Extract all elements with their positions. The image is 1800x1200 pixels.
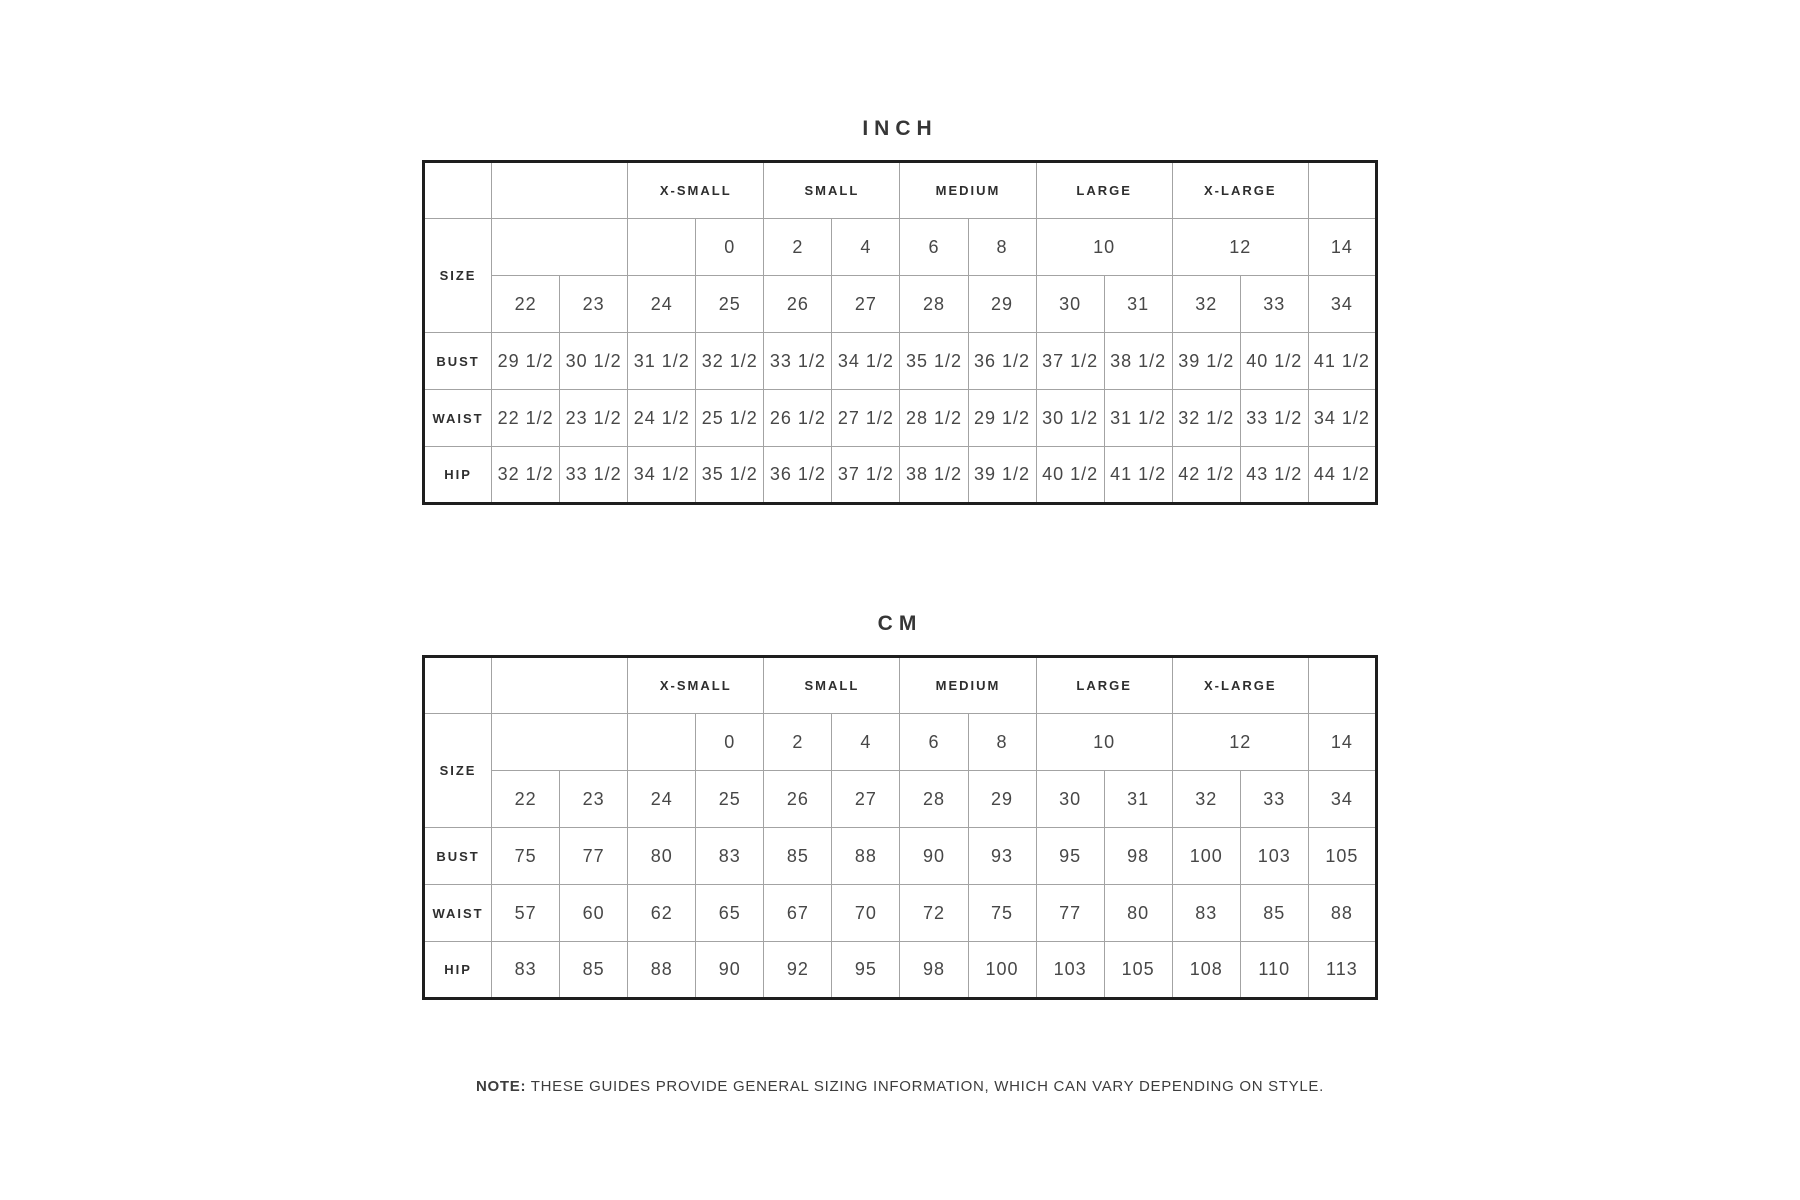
bust-cell: 85 [764, 828, 832, 885]
waist-cell: 77 [1036, 885, 1104, 942]
bust-cell: 95 [1036, 828, 1104, 885]
group-header-small: SMALL [764, 657, 900, 714]
us-size-cell: 0 [696, 219, 764, 276]
intl-size-cell: 22 [492, 771, 560, 828]
intl-size-cell: 30 [1036, 276, 1104, 333]
us-size-cell: 4 [832, 219, 900, 276]
waist-cell: 26 1/2 [764, 390, 832, 447]
blank-group-cell [1308, 162, 1376, 219]
bust-cell: 32 1/2 [696, 333, 764, 390]
size-row-label: SIZE [424, 219, 492, 333]
size-row-label: SIZE [424, 714, 492, 828]
hip-row [424, 447, 1377, 504]
bust-cell: 90 [900, 828, 968, 885]
group-header-xsmall: X-SMALL [628, 162, 764, 219]
group-header-medium: MEDIUM [900, 162, 1036, 219]
intl-size-cell: 24 [628, 771, 696, 828]
waist-row-label: WAIST [424, 390, 492, 447]
bust-row [424, 828, 1377, 885]
bust-cell: 33 1/2 [764, 333, 832, 390]
intl-size-cell: 30 [1036, 771, 1104, 828]
sizing-note [422, 1078, 1378, 1095]
hip-cell: 39 1/2 [968, 447, 1036, 504]
intl-size-cell: 22 [492, 276, 560, 333]
bust-cell: 77 [560, 828, 628, 885]
intl-size-cell: 25 [696, 771, 764, 828]
bust-cell: 83 [696, 828, 764, 885]
hip-cell: 98 [900, 942, 968, 999]
group-header-medium: MEDIUM [900, 657, 1036, 714]
hip-cell: 95 [832, 942, 900, 999]
waist-cell: 34 1/2 [1308, 390, 1376, 447]
bust-cell: 80 [628, 828, 696, 885]
waist-row [424, 390, 1377, 447]
intl-size-cell: 24 [628, 276, 696, 333]
bust-cell: 93 [968, 828, 1036, 885]
intl-size-cell: 29 [968, 276, 1036, 333]
bust-cell: 39 1/2 [1172, 333, 1240, 390]
note-label: NOTE: [476, 1078, 527, 1095]
waist-cell: 70 [832, 885, 900, 942]
us-size-cell: 6 [900, 219, 968, 276]
group-header-small: SMALL [764, 162, 900, 219]
bust-cell: 34 1/2 [832, 333, 900, 390]
bust-row [424, 333, 1377, 390]
waist-cell: 75 [968, 885, 1036, 942]
size-guide-page [422, 0, 1378, 1095]
blank-group-cell [1308, 657, 1376, 714]
us-size-cell: 10 [1036, 219, 1172, 276]
hip-cell: 108 [1172, 942, 1240, 999]
us-size-cell: 8 [968, 714, 1036, 771]
hip-cell: 100 [968, 942, 1036, 999]
bust-cell: 41 1/2 [1308, 333, 1376, 390]
waist-cell: 67 [764, 885, 832, 942]
hip-cell: 44 1/2 [1308, 447, 1376, 504]
bust-cell: 36 1/2 [968, 333, 1036, 390]
waist-cell: 30 1/2 [1036, 390, 1104, 447]
bust-cell: 103 [1240, 828, 1308, 885]
bust-row-label: BUST [424, 828, 492, 885]
waist-row-label: WAIST [424, 885, 492, 942]
intl-size-cell: 28 [900, 771, 968, 828]
intl-size-cell: 26 [764, 771, 832, 828]
intl-size-cell: 28 [900, 276, 968, 333]
intl-size-cell: 32 [1172, 771, 1240, 828]
waist-cell: 57 [492, 885, 560, 942]
bust-cell: 100 [1172, 828, 1240, 885]
hip-cell: 42 1/2 [1172, 447, 1240, 504]
bust-cell: 35 1/2 [900, 333, 968, 390]
us-size-cell: 14 [1308, 714, 1376, 771]
size-chart-cm [422, 611, 1378, 1000]
waist-cell: 28 1/2 [900, 390, 968, 447]
bust-cell: 29 1/2 [492, 333, 560, 390]
corner-blank-cell [424, 162, 492, 219]
hip-cell: 40 1/2 [1036, 447, 1104, 504]
waist-cell: 60 [560, 885, 628, 942]
size-chart-inch [422, 116, 1378, 505]
waist-cell: 22 1/2 [492, 390, 560, 447]
hip-cell: 105 [1104, 942, 1172, 999]
cm-size-table [422, 655, 1378, 1000]
corner-blank-cell [424, 657, 492, 714]
us-size-row [424, 714, 1377, 771]
note-text: THESE GUIDES PROVIDE GENERAL SIZING INFORMATION, WHICH CAN VARY DEPENDING ON STYLE. [526, 1078, 1324, 1095]
intl-size-cell: 33 [1240, 771, 1308, 828]
us-size-row [424, 219, 1377, 276]
hip-cell: 32 1/2 [492, 447, 560, 504]
intl-size-cell: 34 [1308, 771, 1376, 828]
waist-cell: 23 1/2 [560, 390, 628, 447]
hip-cell: 83 [492, 942, 560, 999]
us-size-cell: 12 [1172, 714, 1308, 771]
hip-cell: 36 1/2 [764, 447, 832, 504]
group-header-large: LARGE [1036, 657, 1172, 714]
waist-cell: 31 1/2 [1104, 390, 1172, 447]
hip-row-label: HIP [424, 447, 492, 504]
waist-cell: 83 [1172, 885, 1240, 942]
bust-cell: 105 [1308, 828, 1376, 885]
waist-cell: 85 [1240, 885, 1308, 942]
us-size-cell: 0 [696, 714, 764, 771]
bust-cell: 30 1/2 [560, 333, 628, 390]
hip-cell: 88 [628, 942, 696, 999]
us-size-cell: 4 [832, 714, 900, 771]
group-header-large: LARGE [1036, 162, 1172, 219]
inch-size-table [422, 160, 1378, 505]
group-header-xlarge: X-LARGE [1172, 162, 1308, 219]
hip-cell: 43 1/2 [1240, 447, 1308, 504]
hip-cell: 38 1/2 [900, 447, 968, 504]
hip-cell: 85 [560, 942, 628, 999]
bust-cell: 88 [832, 828, 900, 885]
blank-us-size-cell [492, 219, 628, 276]
hip-cell: 35 1/2 [696, 447, 764, 504]
hip-cell: 103 [1036, 942, 1104, 999]
group-header-xsmall: X-SMALL [628, 657, 764, 714]
hip-cell: 33 1/2 [560, 447, 628, 504]
intl-size-cell: 26 [764, 276, 832, 333]
us-size-cell: 8 [968, 219, 1036, 276]
hip-cell: 34 1/2 [628, 447, 696, 504]
intl-size-cell: 34 [1308, 276, 1376, 333]
intl-size-cell: 32 [1172, 276, 1240, 333]
bust-cell: 38 1/2 [1104, 333, 1172, 390]
bust-cell: 40 1/2 [1240, 333, 1308, 390]
intl-size-row [424, 771, 1377, 828]
hip-cell: 113 [1308, 942, 1376, 999]
us-size-cell: 2 [764, 714, 832, 771]
intl-size-row [424, 276, 1377, 333]
us-size-cell: 14 [1308, 219, 1376, 276]
blank-us-size-cell [492, 714, 628, 771]
hip-row-label: HIP [424, 942, 492, 999]
intl-size-cell: 33 [1240, 276, 1308, 333]
blank-group-cell [492, 657, 628, 714]
us-size-cell: 6 [900, 714, 968, 771]
bust-cell: 98 [1104, 828, 1172, 885]
bust-cell: 75 [492, 828, 560, 885]
intl-size-cell: 27 [832, 276, 900, 333]
hip-cell: 92 [764, 942, 832, 999]
hip-cell: 41 1/2 [1104, 447, 1172, 504]
us-size-cell: 2 [764, 219, 832, 276]
blank-group-cell [492, 162, 628, 219]
blank-us-size-cell [628, 714, 696, 771]
intl-size-cell: 31 [1104, 276, 1172, 333]
cm-title: CM [877, 612, 923, 635]
waist-cell: 72 [900, 885, 968, 942]
waist-cell: 62 [628, 885, 696, 942]
bust-cell: 31 1/2 [628, 333, 696, 390]
intl-size-cell: 31 [1104, 771, 1172, 828]
waist-cell: 27 1/2 [832, 390, 900, 447]
intl-size-cell: 27 [832, 771, 900, 828]
hip-cell: 90 [696, 942, 764, 999]
waist-cell: 32 1/2 [1172, 390, 1240, 447]
bust-cell: 37 1/2 [1036, 333, 1104, 390]
waist-cell: 24 1/2 [628, 390, 696, 447]
inch-title: INCH [862, 117, 938, 140]
waist-cell: 65 [696, 885, 764, 942]
intl-size-cell: 29 [968, 771, 1036, 828]
us-size-cell: 10 [1036, 714, 1172, 771]
hip-cell: 37 1/2 [832, 447, 900, 504]
us-size-cell: 12 [1172, 219, 1308, 276]
hip-row [424, 942, 1377, 999]
intl-size-cell: 23 [560, 771, 628, 828]
waist-row [424, 885, 1377, 942]
waist-cell: 88 [1308, 885, 1376, 942]
intl-size-cell: 23 [560, 276, 628, 333]
group-header-row [424, 162, 1377, 219]
waist-cell: 33 1/2 [1240, 390, 1308, 447]
bust-row-label: BUST [424, 333, 492, 390]
group-header-row [424, 657, 1377, 714]
waist-cell: 29 1/2 [968, 390, 1036, 447]
blank-us-size-cell [628, 219, 696, 276]
intl-size-cell: 25 [696, 276, 764, 333]
group-header-xlarge: X-LARGE [1172, 657, 1308, 714]
waist-cell: 25 1/2 [696, 390, 764, 447]
hip-cell: 110 [1240, 942, 1308, 999]
waist-cell: 80 [1104, 885, 1172, 942]
